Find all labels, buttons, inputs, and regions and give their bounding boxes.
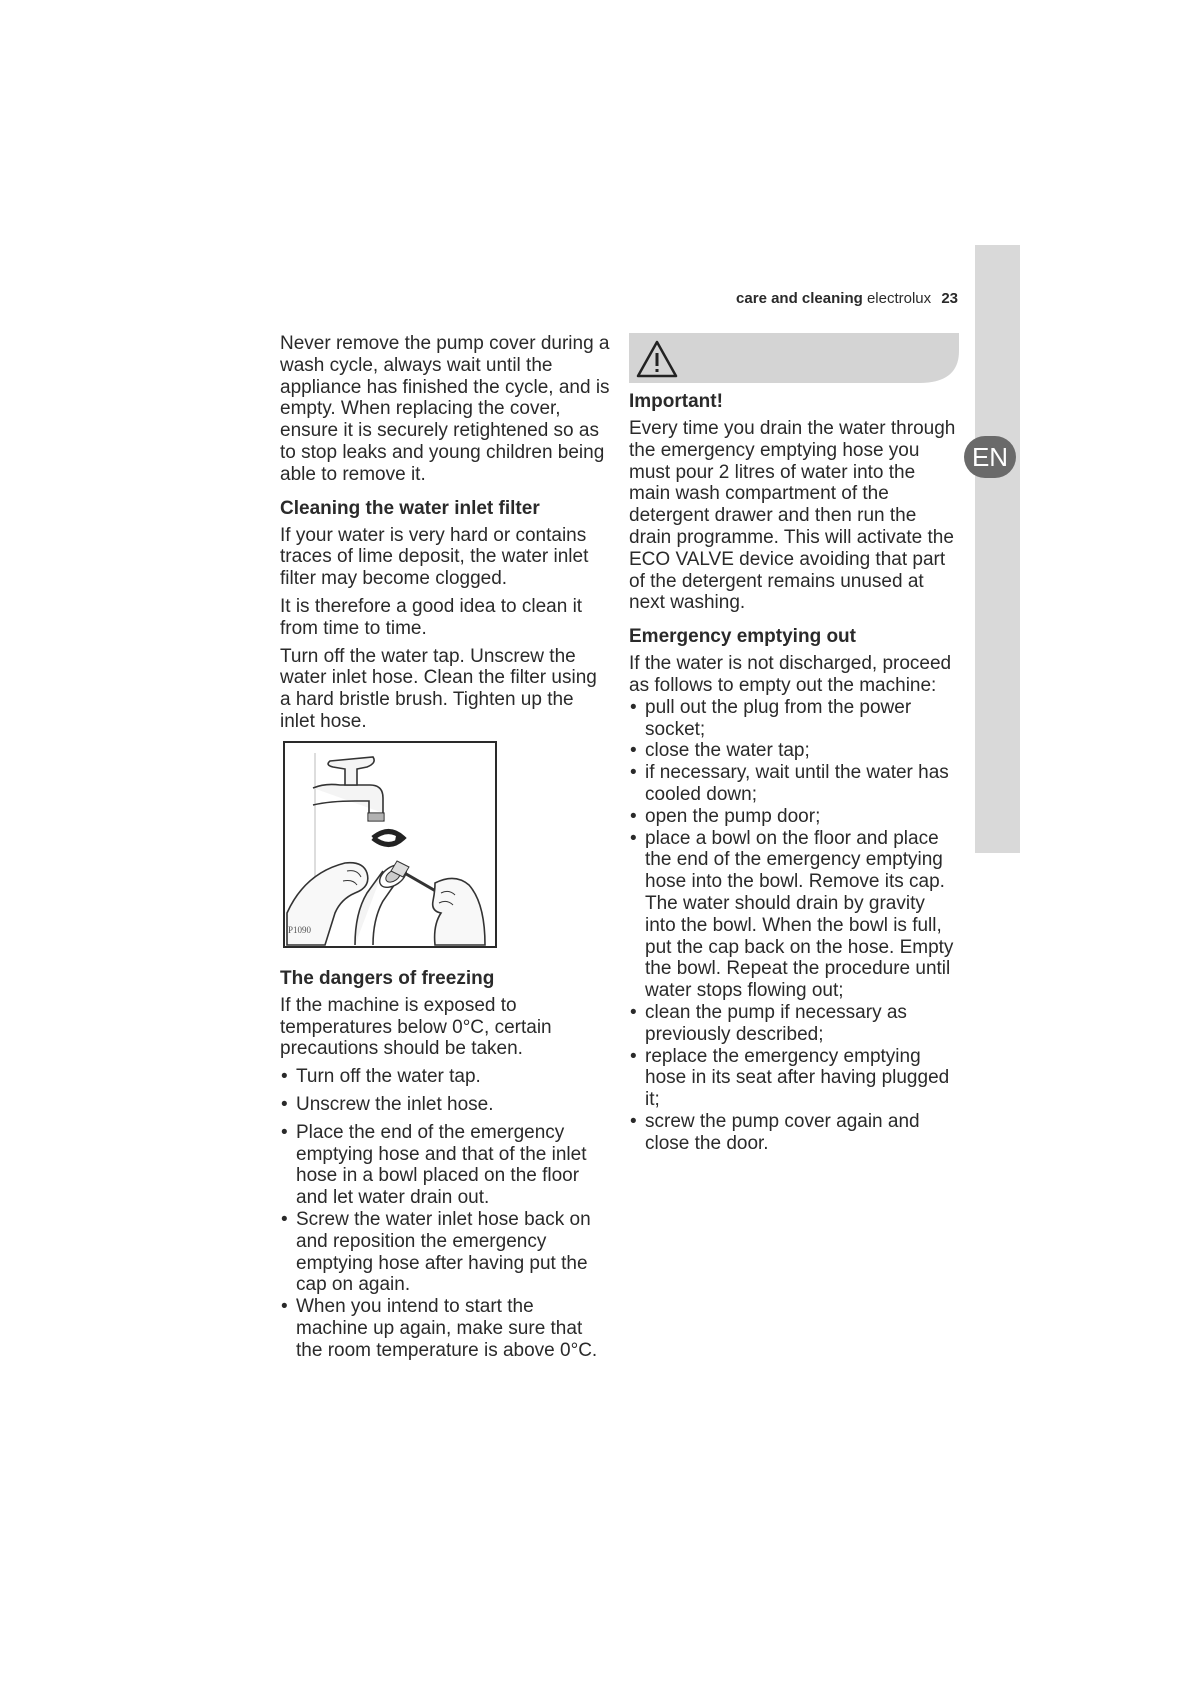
freezing-intro: If the machine is exposed to temperatures below 0°C, certain precautions should be taken.	[280, 994, 552, 1060]
freezing-steps	[280, 1066, 610, 1361]
left-column	[280, 333, 610, 1368]
header-brand: electrolux	[866, 290, 932, 307]
page-number: 23	[941, 290, 958, 307]
warning-band	[629, 333, 959, 383]
important-heading: Important!	[629, 391, 723, 412]
list-item: • replace the emergency emptying hose in its seat after having plugged it;	[629, 1046, 959, 1111]
tap-and-brush-drawing	[285, 743, 495, 946]
right-column	[629, 333, 959, 1161]
side-thumb-tab	[975, 245, 1020, 853]
emergency-intro: If the water is not discharged, proceed as follows to empty out the machine:	[629, 653, 952, 696]
list-item: • if necessary, wait until the water has cooled down;	[629, 762, 959, 806]
list-item: • pull out the plug from the power socket;	[629, 697, 959, 741]
list-item: • Screw the water inlet hose back on and reposition the emergency emptying hose after having put the cap on again.	[280, 1209, 610, 1296]
warning-band-shape	[629, 333, 959, 383]
header-section-title: care and cleaning	[736, 290, 863, 307]
pump-cover-note: Never remove the pump cover during a wash cycle, always wait until the appliance has finished the cycle, and is empty. When replacing the cover, ensure it is securely retightened so as to stop leaks and young children being able to remove it.	[280, 333, 610, 485]
list-item: • screw the pump cover again and close the door.	[629, 1111, 959, 1155]
list-item: • close the water tap;	[629, 740, 959, 762]
inlet-filter-illustration	[283, 741, 497, 948]
freezing-heading: The dangers of freezing	[280, 967, 495, 989]
list-item: • When you intend to start the machine up again, make sure that the room temperature is above 0°C.	[280, 1296, 610, 1361]
inlet-filter-para-1: If your water is very hard or contains traces of lime deposit, the water inlet filter may become clogged.	[280, 524, 589, 590]
list-item: • Turn off the water tap.	[280, 1066, 610, 1088]
language-badge: EN	[964, 436, 1016, 478]
list-item: • clean the pump if necessary as previously described;	[629, 1002, 959, 1046]
list-item: • Unscrew the inlet hose.	[280, 1094, 610, 1116]
list-item: • open the pump door;	[629, 806, 959, 828]
list-item: • place a bowl on the floor and place the end of the emergency emptying hose into the bowl. Remove its cap. The water should drain by gravity into the bowl. When the bowl is full, put the cap back on the hose. Empty the bowl. Repeat the procedure until water stops flowing out;	[629, 828, 959, 1002]
important-text: Every time you drain the water through the emergency emptying hose you must pour 2 litres of water into the main wash compartment of the detergent drawer and then run the drain programme. This will activate the ECO VALVE device avoiding that part of the detergent remains unused at next washing.	[629, 418, 956, 614]
inlet-filter-para-3: Turn off the water tap. Unscrew the water inlet hose. Clean the filter using a hard bristle brush. Tighten up the inlet hose.	[280, 645, 597, 732]
list-item: • Place the end of the emergency emptying hose and that of the inlet hose in a bowl placed on the floor and let water drain out.	[280, 1122, 610, 1209]
inlet-filter-heading: Cleaning the water inlet filter	[280, 497, 540, 519]
inlet-filter-para-2: It is therefore a good idea to clean it from time to time.	[280, 595, 583, 639]
emergency-steps	[629, 697, 959, 1155]
emergency-heading: Emergency emptying out	[629, 626, 856, 648]
figure-code: P1090	[288, 924, 312, 935]
running-header	[736, 290, 958, 307]
